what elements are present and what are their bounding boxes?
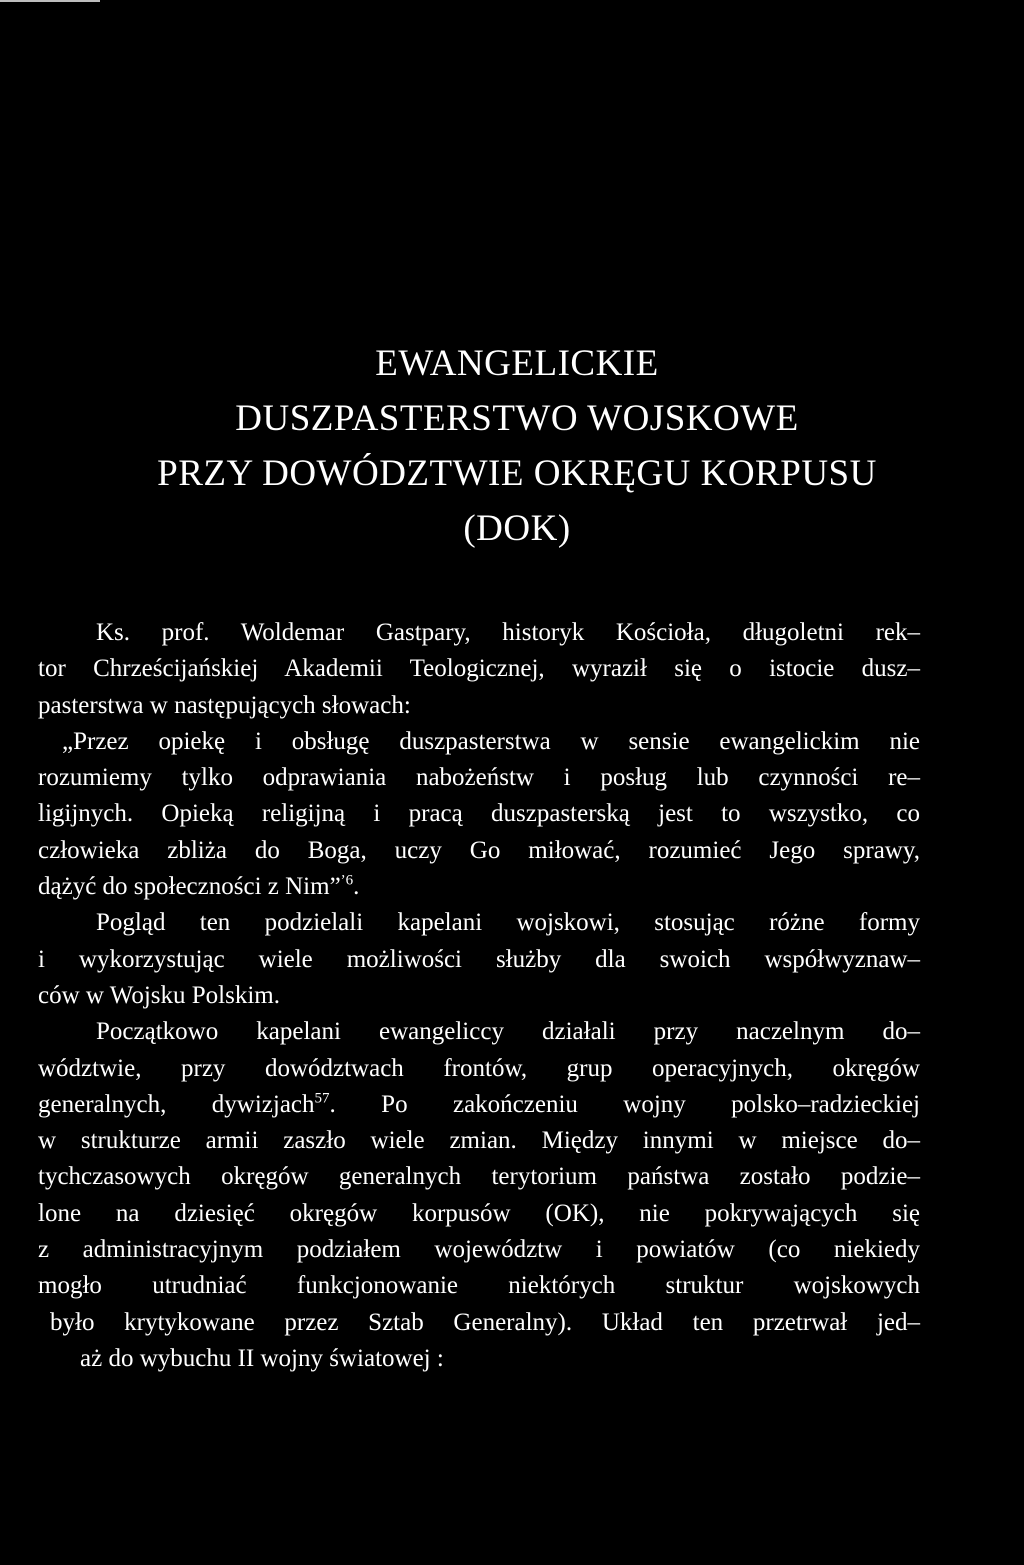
footnote-mark: ’6 bbox=[340, 872, 354, 889]
footnote-mark: 57 bbox=[314, 1090, 330, 1107]
title-line-1: EWANGELICKIE bbox=[375, 343, 659, 384]
text-line: Pogląd ten podzielali kapelani wojskowi, stosując różne formy bbox=[96, 909, 920, 937]
text-line: było krytykowane przez Sztab Generalny). Układ ten przetrwał jed– bbox=[50, 1308, 920, 1336]
text-segment: generalnych, dywizjach bbox=[38, 1090, 315, 1118]
body-text bbox=[38, 615, 920, 1377]
quote-line: „Przez opiekę i obsługę duszpasterstwa w sensie ewangelickim nie bbox=[62, 727, 920, 755]
text-line: ców w Wojsku Polskim. bbox=[38, 981, 280, 1009]
text-line: aż do wybuchu II wojny światowej : bbox=[80, 1344, 444, 1372]
quote-line: ligijnych. Opieką religijną i pracą duszpasterską jest to wszystko, co bbox=[38, 800, 920, 828]
text-line: wództwie, przy dowództwach frontów, grup operacyjnych, okręgów bbox=[38, 1054, 920, 1082]
quote-line: człowieka zbliża do Boga, uczy Go miłować, rozumieć Jego sprawy, bbox=[38, 836, 920, 864]
quote-text: dążyć do społeczności z Nim” bbox=[38, 873, 341, 901]
text-line: pasterstwa w następujących słowach: bbox=[38, 691, 411, 719]
quote-line bbox=[38, 869, 920, 905]
text-segment: . Po zakończeniu wojny polsko–radzieckiej bbox=[329, 1090, 920, 1118]
title-line-2: DUSZPASTERSTWO WOJSKOWE bbox=[235, 398, 799, 439]
chapter-title bbox=[20, 336, 1014, 556]
page-edge-mark bbox=[0, 0, 100, 2]
text-line: tor Chrześcijańskiej Akademii Teologicznej, wyraził się o istocie dusz– bbox=[38, 655, 920, 683]
quote-line: rozumiemy tylko odprawiania nabożeństw i posług lub czynności re– bbox=[38, 764, 920, 792]
text-line: z administracyjnym podziałem województw i powiatów (co niekiedy bbox=[38, 1236, 920, 1264]
text-line: Ks. prof. Woldemar Gastpary, historyk Kościoła, długoletni rek– bbox=[96, 619, 920, 646]
title-line-4: (DOK) bbox=[463, 508, 571, 549]
text-line: mogło utrudniać funkcjonowanie niektórych struktur wojskowych bbox=[38, 1272, 920, 1300]
quote-period: . bbox=[353, 873, 360, 901]
text-line bbox=[38, 1087, 920, 1123]
text-line: w strukturze armii zaszło wiele zmian. Między innymi w miejsce do– bbox=[38, 1127, 920, 1155]
title-line-3: PRZY DOWÓDZTWIE OKRĘGU KORPUSU bbox=[157, 453, 877, 494]
text-line: tychczasowych okręgów generalnych terytorium państwa zostało podzie– bbox=[38, 1163, 920, 1191]
text-line: Początkowo kapelani ewangeliccy działali przy naczelnym do– bbox=[96, 1018, 920, 1046]
text-line: i wykorzystując wiele możliwości służby dla swoich współwyznaw– bbox=[38, 945, 920, 973]
text-line: lone na dziesięć okręgów korpusów (OK), nie pokrywających się bbox=[38, 1199, 920, 1227]
